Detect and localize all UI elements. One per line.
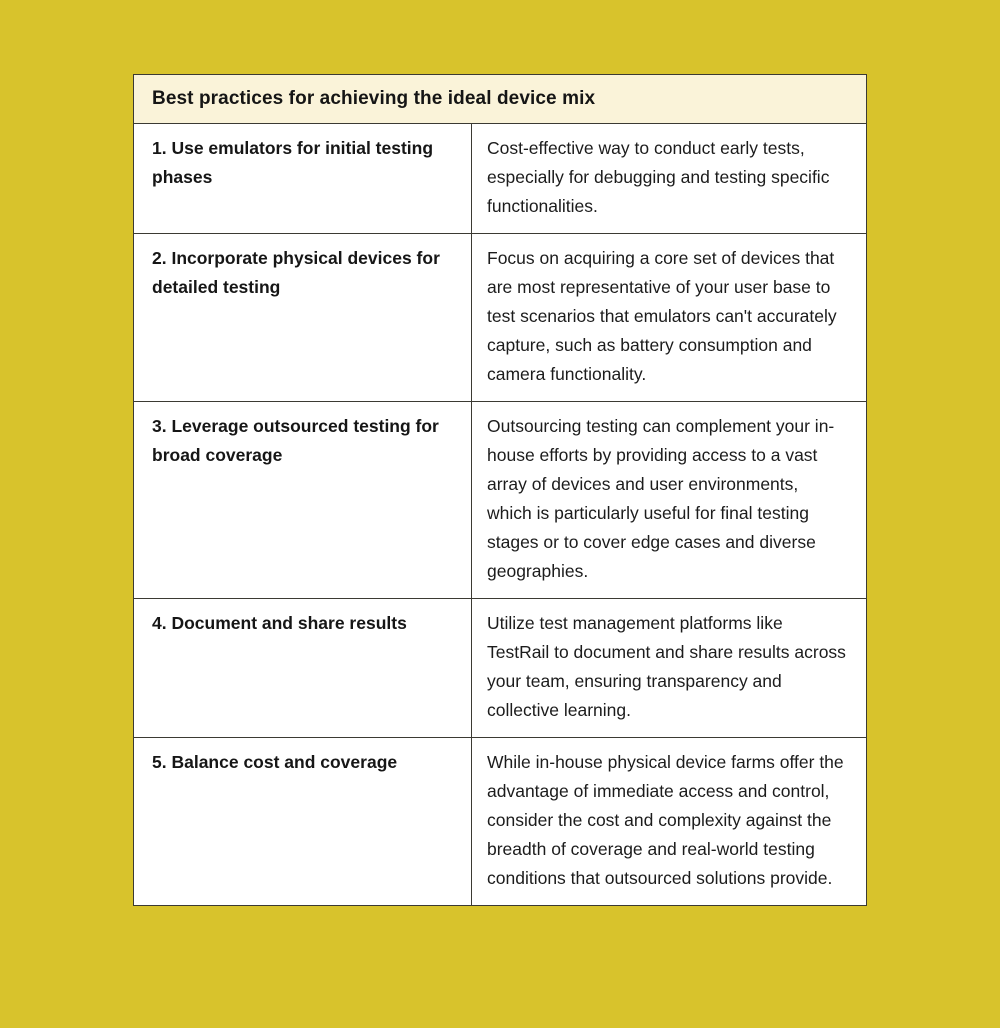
best-practices-table <box>133 74 867 906</box>
description-cell: Focus on acquiring a core set of devices that are most representative of your user base to test scenarios that emulators can't accurately capture, such as battery consumption and camera functionality. <box>487 248 837 384</box>
table-row <box>134 599 866 738</box>
table-row <box>134 234 866 402</box>
practice-cell: 2. Incorporate physical devices for detailed testing <box>134 234 472 401</box>
table-row <box>134 402 866 599</box>
practice-cell: 3. Leverage outsourced testing for broad coverage <box>134 402 472 598</box>
practice-cell: 5. Balance cost and coverage <box>134 738 472 905</box>
description-cell: Cost-effective way to conduct early tests, especially for debugging and testing specific functionalities. <box>487 138 830 216</box>
table-title: Best practices for achieving the ideal device mix <box>152 88 596 109</box>
practice-cell: 4. Document and share results <box>134 599 472 737</box>
description-cell: Utilize test management platforms like TestRail to document and share results across your team, ensuring transparency and collective learning. <box>487 613 846 720</box>
table-header <box>134 75 866 124</box>
description-cell: Outsourcing testing can complement your in-house efforts by providing access to a vast array of devices and user environments, which is particularly useful for final testing stages or to cover edge cases and diverse geographies. <box>487 416 835 581</box>
practice-cell: 1. Use emulators for initial testing phases <box>134 124 472 233</box>
table-row <box>134 738 866 905</box>
description-cell: While in-house physical device farms offer the advantage of immediate access and control, consider the cost and complexity against the breadth of coverage and real-world testing conditions that outsourced solutions provide. <box>487 752 844 888</box>
table-row <box>134 124 866 234</box>
